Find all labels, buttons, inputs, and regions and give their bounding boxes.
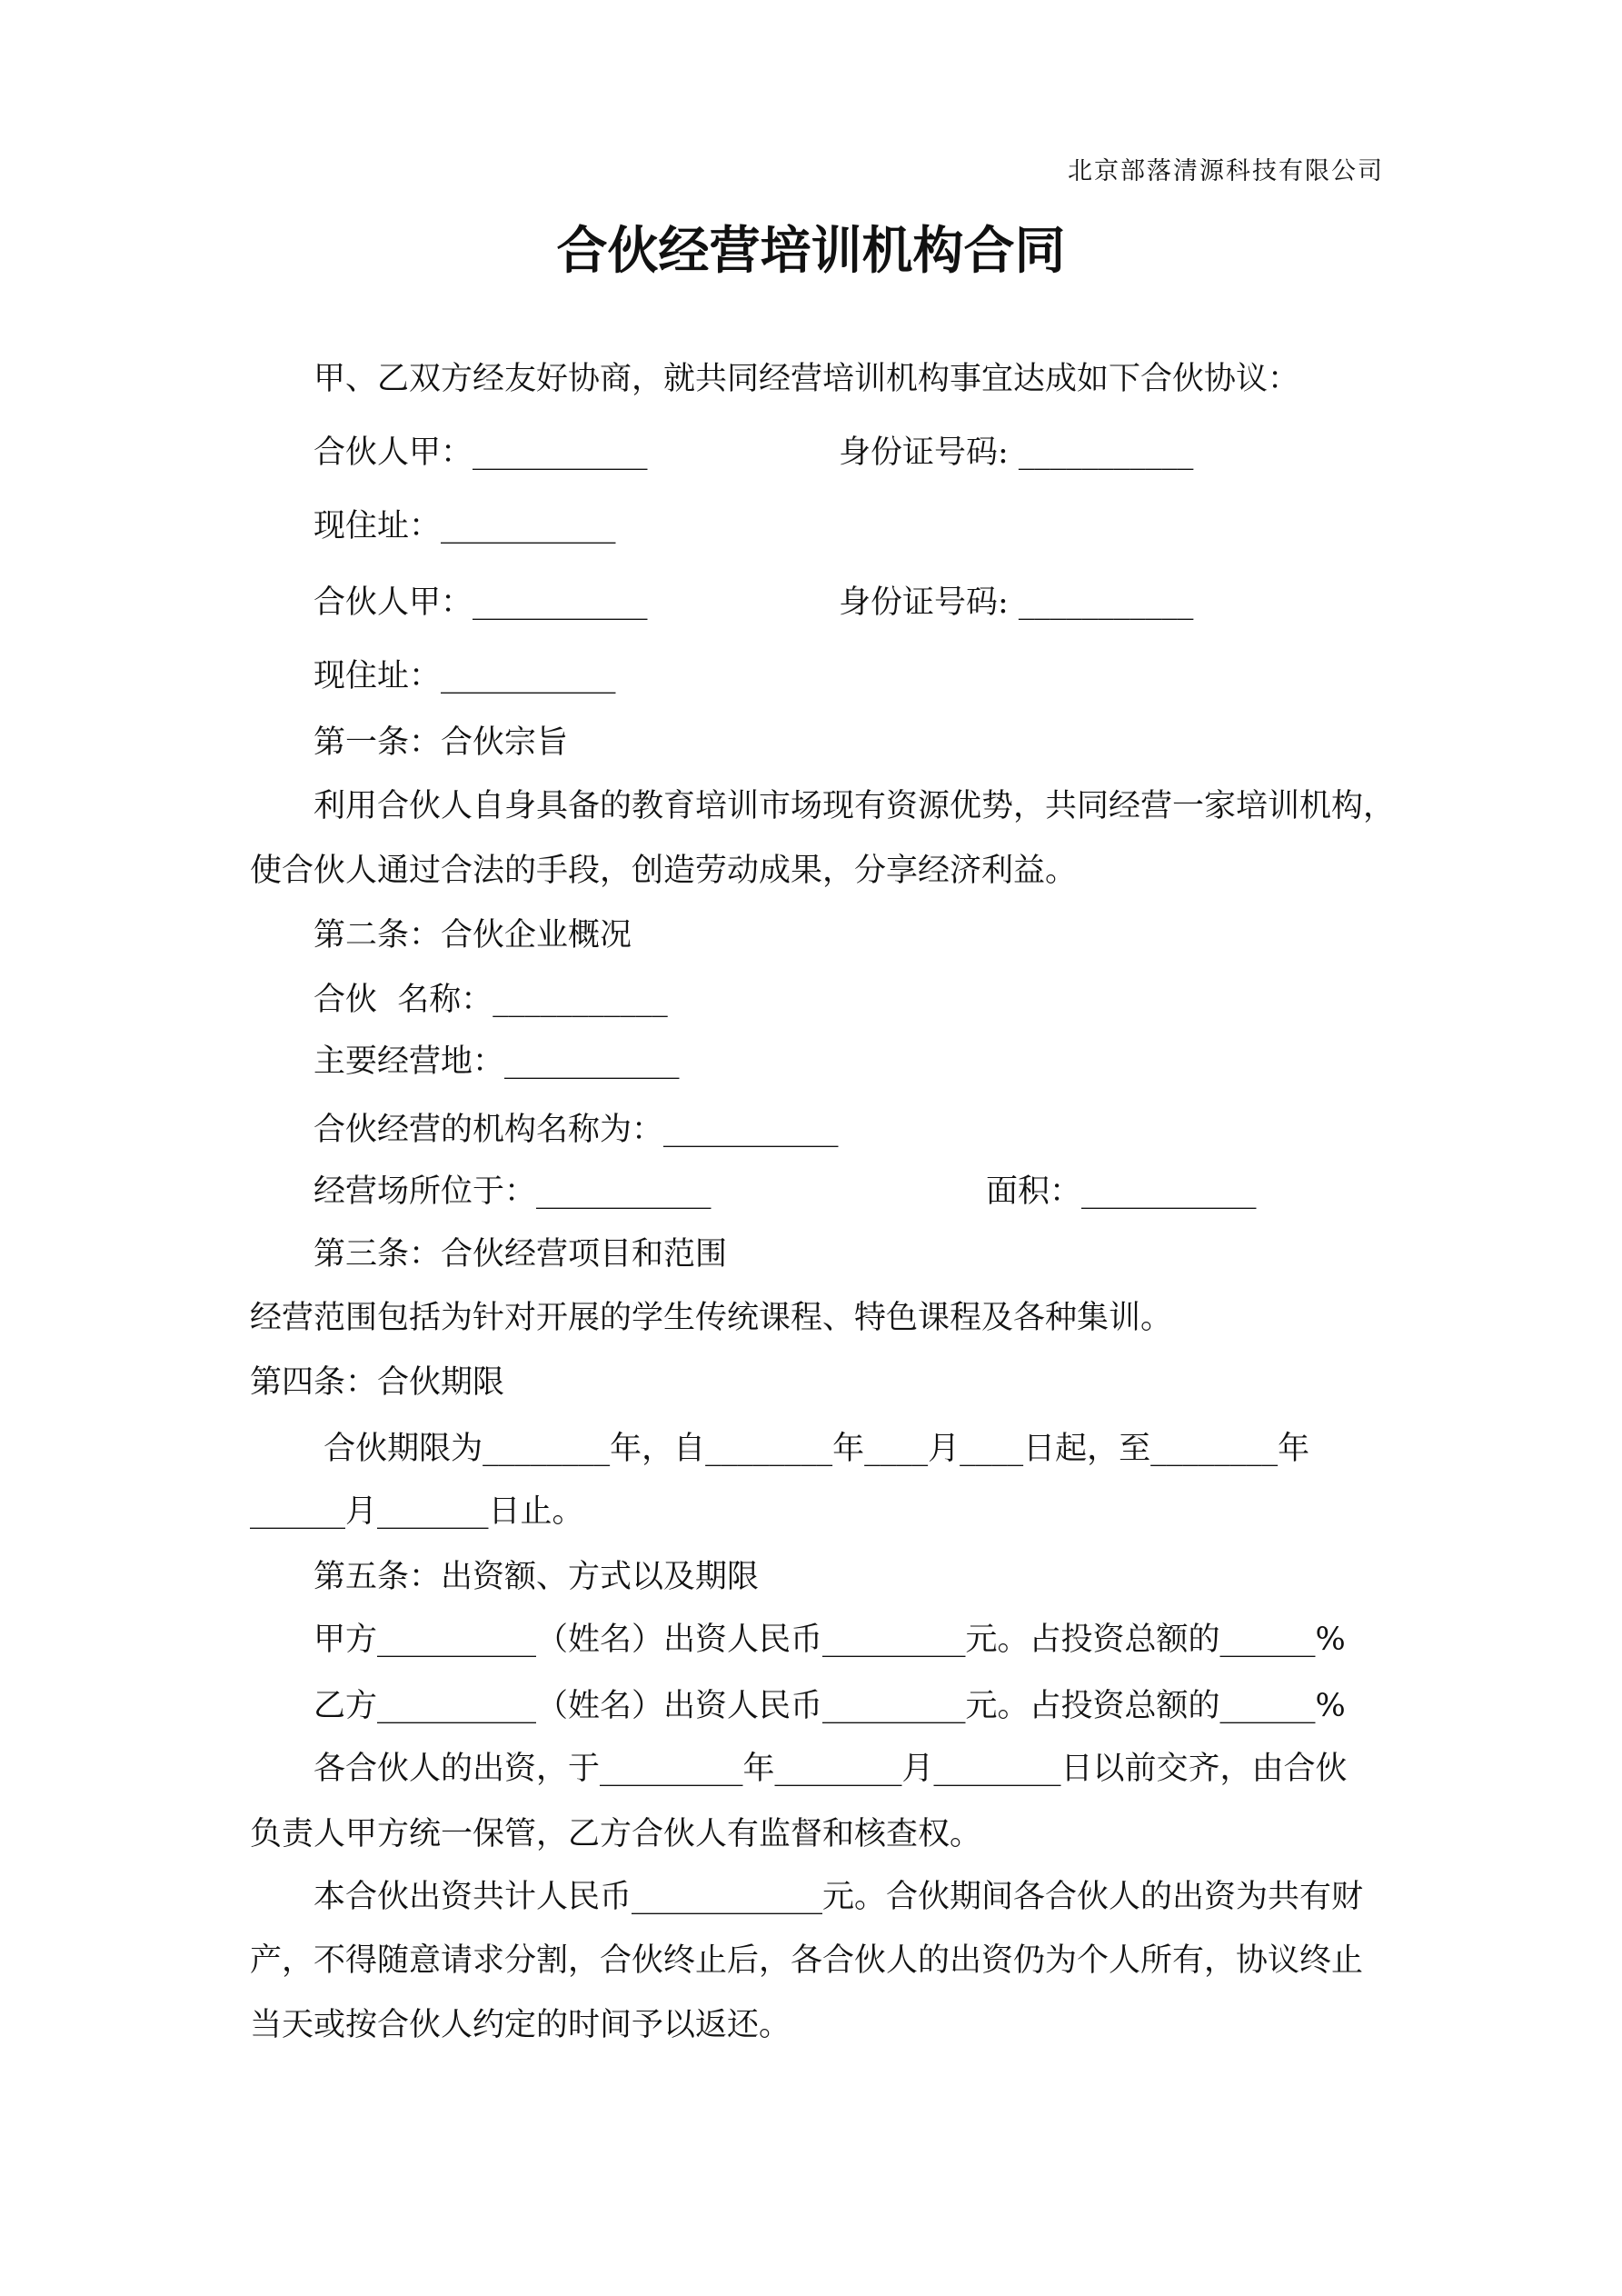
article-1-heading: 第一条：合伙宗旨 xyxy=(313,724,569,761)
partner-b-address-field: 现住址：___________ xyxy=(313,658,616,694)
article-1-text-cont: 使合伙人通过合法的手段，创造劳动成果，分享经济利益。 xyxy=(250,853,1078,889)
article-3-text: 经营范围包括为针对开展的学生传统课程、特色课程及各种集训。 xyxy=(250,1300,1173,1336)
intro-paragraph: 甲、乙双方经友好协商，就共同经营培训机构事宜达成如下合伙协议： xyxy=(313,361,1300,397)
party-a-contribution: 甲方__________（姓名）出资人民币_________元。占投资总额的______% xyxy=(313,1622,1346,1658)
site-field: 经营场所位于：___________ xyxy=(313,1173,711,1210)
contribution-deadline: 各合伙人的出资，于_________年________月________日以前交齐，由合伙 xyxy=(313,1751,1348,1787)
contribution-deadline-cont: 负责人甲方统一保管，乙方合伙人有监督和核查权。 xyxy=(250,1816,982,1852)
article-4-text-cont: ______月_______日止。 xyxy=(250,1493,584,1530)
partner-a-name-field: 合伙人甲：___________ xyxy=(313,434,648,471)
total-contribution-cont: 产，不得随意请求分割，合伙终止后，各合伙人的出资仍为个人所有，协议终止 xyxy=(250,1942,1364,1979)
total-contribution: 本合伙出资共计人民币____________元。合伙期间各合伙人的出资为共有财 xyxy=(313,1879,1364,1915)
partnership-name-field: 合伙 名称：___________ xyxy=(313,982,668,1018)
area-field: 面积：___________ xyxy=(986,1173,1257,1210)
article-3-heading: 第三条：合伙经营项目和范围 xyxy=(313,1236,728,1273)
company-header: 北京部落清源科技有限公司 xyxy=(1068,157,1384,185)
article-2-heading: 第二条：合伙企业概况 xyxy=(313,917,632,953)
partner-a-id-field: 身份证号码: ___________ xyxy=(839,434,1194,471)
main-place-field: 主要经营地：___________ xyxy=(313,1043,680,1080)
article-5-heading: 第五条：出资额、方式以及期限 xyxy=(313,1559,760,1595)
article-1-text: 利用合伙人自身具备的教育培训市场现有资源优势，共同经营一家培训机构， xyxy=(313,788,1396,824)
partner-a-address-field: 现住址：___________ xyxy=(313,508,616,544)
org-name-field: 合伙经营的机构名称为：___________ xyxy=(313,1112,839,1148)
party-b-contribution: 乙方__________（姓名）出资人民币_________元。占投资总额的______% xyxy=(313,1688,1346,1724)
article-4-heading: 第四条：合伙期限 xyxy=(250,1364,505,1401)
article-4-text: 合伙期限为________年，自________年____月____日起，至________年 xyxy=(313,1431,1310,1467)
partner-b-name-field: 合伙人甲：___________ xyxy=(313,584,648,621)
document-title: 合伙经营培训机构合同 xyxy=(556,222,1066,281)
partner-b-id-field: 身份证号码: ___________ xyxy=(839,584,1194,621)
total-contribution-end: 当天或按合伙人约定的时间予以返还。 xyxy=(250,2007,791,2043)
